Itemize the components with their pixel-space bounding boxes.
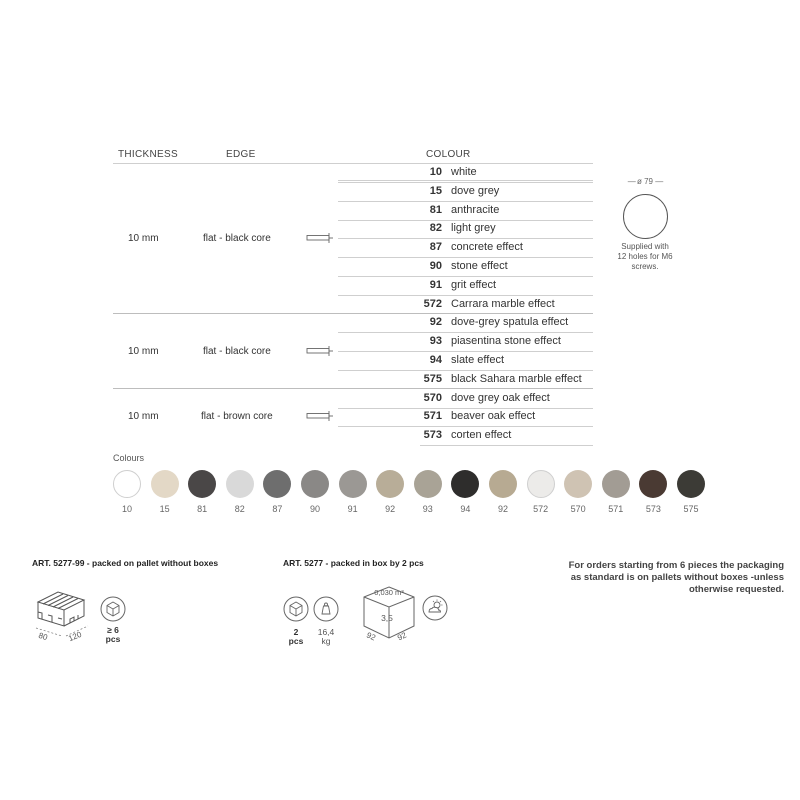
box-weight-value: 16,4 [317,627,335,637]
colour-row-divider [338,370,593,371]
colour-row-divider [338,295,593,296]
box-volume: 0,030 m³ [374,588,404,597]
edge-profile-icon [306,411,334,421]
swatch-label: 573 [645,504,661,514]
box-height: 3,5 [381,613,393,623]
base-note [605,242,685,272]
swatch-label: 90 [309,504,320,514]
pallet-qty-value: ≥ 6 [107,625,119,635]
base-note-line: screws. [631,262,659,271]
colour-name: corten effect [451,429,512,442]
box-qty [281,628,311,646]
colour-row-divider [338,351,593,352]
colour-name: dove-grey spatula effect [451,316,569,329]
colour-name: dove grey oak effect [451,391,550,404]
colour-row-divider [338,408,593,409]
piece-count-icon [100,596,126,622]
base-note-line: Supplied with [621,242,669,251]
colour-name: beaver oak effect [451,410,536,423]
diameter-label: — ø 79 — [627,177,663,186]
header-edge: EDGE [226,149,256,160]
base-note-line: 12 holes for M6 [617,252,673,261]
pallet-qty-unit: pcs [105,634,121,644]
swatch-label: 572 [533,504,549,514]
swatch-label: 92 [385,504,396,514]
colour-swatch [451,470,479,498]
swatch-label: 575 [683,504,699,514]
colour-swatch [602,470,630,498]
colour-row-divider [338,182,593,183]
box-dim-1: 92 [365,630,377,643]
colour-swatch [414,470,442,498]
swatch-label: 91 [347,504,358,514]
edge-profile-icon [306,233,334,243]
colour-swatch [677,470,705,498]
box-weight [311,628,341,646]
colour-swatch [301,470,329,498]
group-1-thickness: 10 mm [128,233,159,244]
colour-swatch [113,470,141,498]
colour-code: 82 [429,222,442,235]
colour-row-divider [338,238,593,239]
box-dim-2: 92 [396,630,408,643]
base-plate-icon [623,194,668,239]
group-3-edge: flat - brown core [201,411,273,422]
colour-swatch [376,470,404,498]
weight-icon [313,596,339,622]
colour-code: 10 [429,166,442,178]
colour-row-divider [338,426,593,427]
swatch-label: 92 [497,504,508,514]
colour-name: slate effect [451,354,504,366]
edge-profile-icon [306,346,334,356]
packaging-note-line: as standard is on pallets without boxes -unless [570,572,784,583]
box-qty-value: 2 [293,627,299,637]
colour-swatch [564,470,592,498]
swatch-label: 81 [197,504,208,514]
colour-row-divider [338,201,593,202]
piece-count-icon [283,596,309,622]
packaging-note-line: otherwise requested. [688,584,784,595]
colour-swatch [489,470,517,498]
colour-name: piasentina stone effect [451,335,561,348]
box-title: ART. 5277 - packed in box by 2 pcs [283,558,424,568]
swatch-label: 15 [159,504,170,514]
pallet-title: ART. 5277-99 - packed on pallet without boxes [32,558,219,568]
swatch-label: 570 [570,504,586,514]
colour-code: 91 [429,278,442,291]
colour-swatch [339,470,367,498]
box-qty-unit: pcs [288,636,304,646]
group-3-thickness: 10 mm [128,411,159,422]
swatch-label: 94 [460,504,471,514]
colour-code: 94 [429,354,442,366]
colour-code: 573 [423,429,442,442]
colour-swatch [527,470,555,498]
colour-code: 571 [423,410,442,423]
group-divider [113,313,593,314]
colour-swatch [226,470,254,498]
colour-code: 87 [429,241,442,254]
colour-name: light grey [451,222,496,235]
colour-row-divider [338,276,593,277]
pallet-qty [98,626,128,644]
colour-row-divider [338,180,593,181]
colour-code: 93 [429,335,442,348]
pallet-dim-2: 120 [67,629,83,644]
colour-swatch [263,470,291,498]
colour-code: 572 [423,297,442,310]
colour-swatch [188,470,216,498]
box-weight-unit: kg [321,636,331,646]
swatch-label: 93 [422,504,433,514]
colour-code: 15 [429,184,442,197]
header-thickness: THICKNESS [118,149,178,160]
colour-name: dove grey [451,184,500,197]
outdoor-weather-icon [422,595,448,621]
swatch-label: 87 [272,504,283,514]
colour-name: concrete effect [451,241,523,254]
colour-name: black Sahara marble effect [451,372,582,385]
swatch-label: 82 [234,504,245,514]
group-divider [113,388,593,389]
swatch-label: 10 [121,504,132,514]
colour-row-divider [338,220,593,221]
colour-row-divider [338,332,593,333]
group-1-edge: flat - black core [203,233,271,244]
swatch-label: 571 [608,504,624,514]
colour-code: 90 [429,260,442,272]
header-colour: COLOUR [426,149,471,160]
colour-swatch [639,470,667,498]
table-bottom-divider [420,445,593,446]
colour-row-divider [338,257,593,258]
colour-name: Carrara marble effect [451,297,555,310]
group-2-edge: flat - black core [203,346,271,357]
colour-code: 575 [423,372,442,385]
colours-label: Colours [113,453,145,463]
colour-code: 81 [429,203,442,216]
colour-name: white [451,166,477,178]
packaging-note [480,560,784,596]
group-2-thickness: 10 mm [128,346,159,357]
packaging-note-line: For orders starting from 6 pieces the packaging [568,560,784,571]
header-divider [113,163,593,164]
diameter-value: ø 79 [636,177,653,186]
colour-name: stone effect [451,260,508,272]
colour-name: grit effect [451,278,497,291]
pallet-dim-1: 80 [37,630,49,643]
colour-swatch [151,470,179,498]
colour-code: 570 [423,391,442,404]
colour-name: anthracite [451,203,500,216]
colour-code: 92 [429,316,442,329]
